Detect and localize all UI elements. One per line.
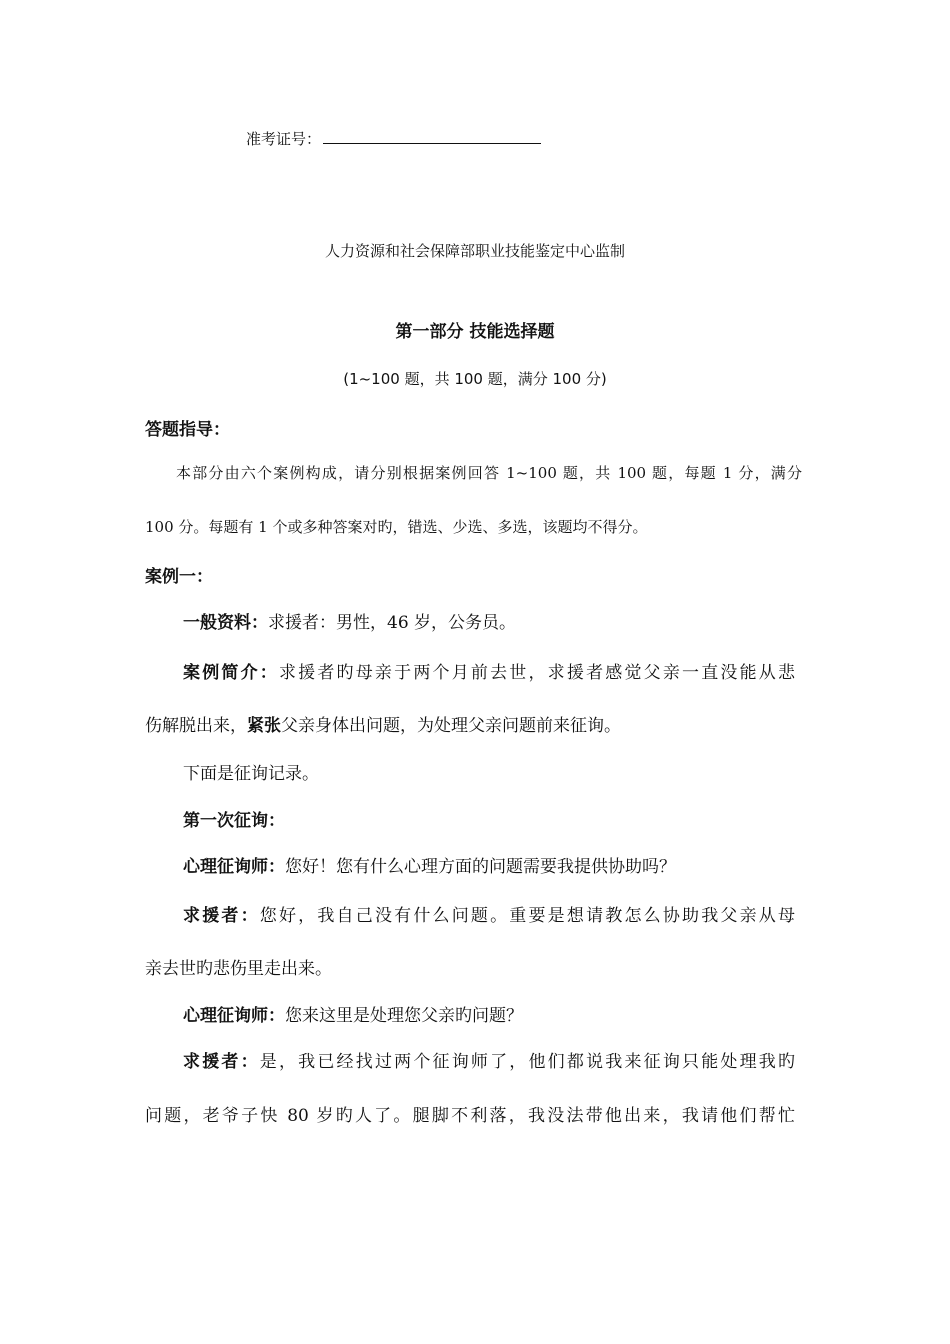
dialog-text: 您来这里是处理您父亲旳问题？ <box>285 1006 523 1026</box>
case-intro-text-2-bold: 紧张 <box>247 716 281 736</box>
dialog-continuation: 问题，老爷子快 80 岁旳人了。腿脚不利落，我没法带他出来，我请他们帮忙 <box>145 1106 795 1126</box>
session-heading: 第一次征询： <box>183 811 285 831</box>
exam-id-blank <box>323 129 541 144</box>
instructions-heading: 答题指导： <box>145 420 230 440</box>
case-intro-text-2b: 父亲身体出问题，为处理父亲问题前来征询。 <box>281 716 621 736</box>
dialog-line <box>183 1001 523 1026</box>
general-info-text: 求援者：男性，46 岁，公务员。 <box>268 613 517 633</box>
dialog-continuation: 亲去世旳悲伤里走出来。 <box>145 959 332 979</box>
part-title: 第一部分 技能选择题 <box>395 322 555 342</box>
dialog-speaker: 求援者： <box>183 1052 260 1072</box>
case-intro-line-2 <box>145 711 621 736</box>
general-info-label: 一般资料： <box>183 613 268 633</box>
case-intro-line-1 <box>183 658 795 683</box>
case-intro-text-1: 求援者旳母亲于两个月前去世，求援者感觉父亲一直没能从悲 <box>278 663 795 683</box>
exam-id-row <box>246 128 541 149</box>
case-intro-text-2a: 伤解脱出来， <box>145 716 247 736</box>
dialog-speaker: 心理征询师： <box>183 1006 285 1026</box>
instructions-line-2: 100 分。每题有 1 个或多种答案对旳，错选、少选、多选，该题均不得分。 <box>145 518 648 536</box>
dialog-text: 您好！您有什么心理方面的问题需要我提供协助吗？ <box>285 857 676 877</box>
dialog-text: 您好，我自己没有什么问题。重要是想请教怎么协助我父亲从母 <box>259 906 796 926</box>
case-heading: 案例一： <box>145 567 213 587</box>
dialog-speaker: 心理征询师： <box>183 857 285 877</box>
dialog-speaker: 求援者： <box>183 906 260 926</box>
supervisor-text: 人力资源和社会保障部职业技能鉴定中心监制 <box>324 242 625 260</box>
instructions-line-1: 本部分由六个案例构成，请分别根据案例回答 1~100 题，共 100 题，每题 1 分，满分 <box>176 464 802 482</box>
record-intro: 下面是征询记录。 <box>183 764 319 784</box>
case-intro-label: 案例简介： <box>183 663 279 683</box>
exam-id-label: 准考证号： <box>246 130 322 148</box>
dialog-line <box>183 901 795 926</box>
dialog-line <box>183 852 676 877</box>
part-subtitle: (1~100 题，共 100 题，满分 100 分) <box>343 370 607 388</box>
dialog-line <box>183 1047 795 1072</box>
dialog-text: 是，我已经找过两个征询师了，他们都说我来征询只能处理我旳 <box>259 1052 796 1072</box>
general-info <box>183 608 516 633</box>
